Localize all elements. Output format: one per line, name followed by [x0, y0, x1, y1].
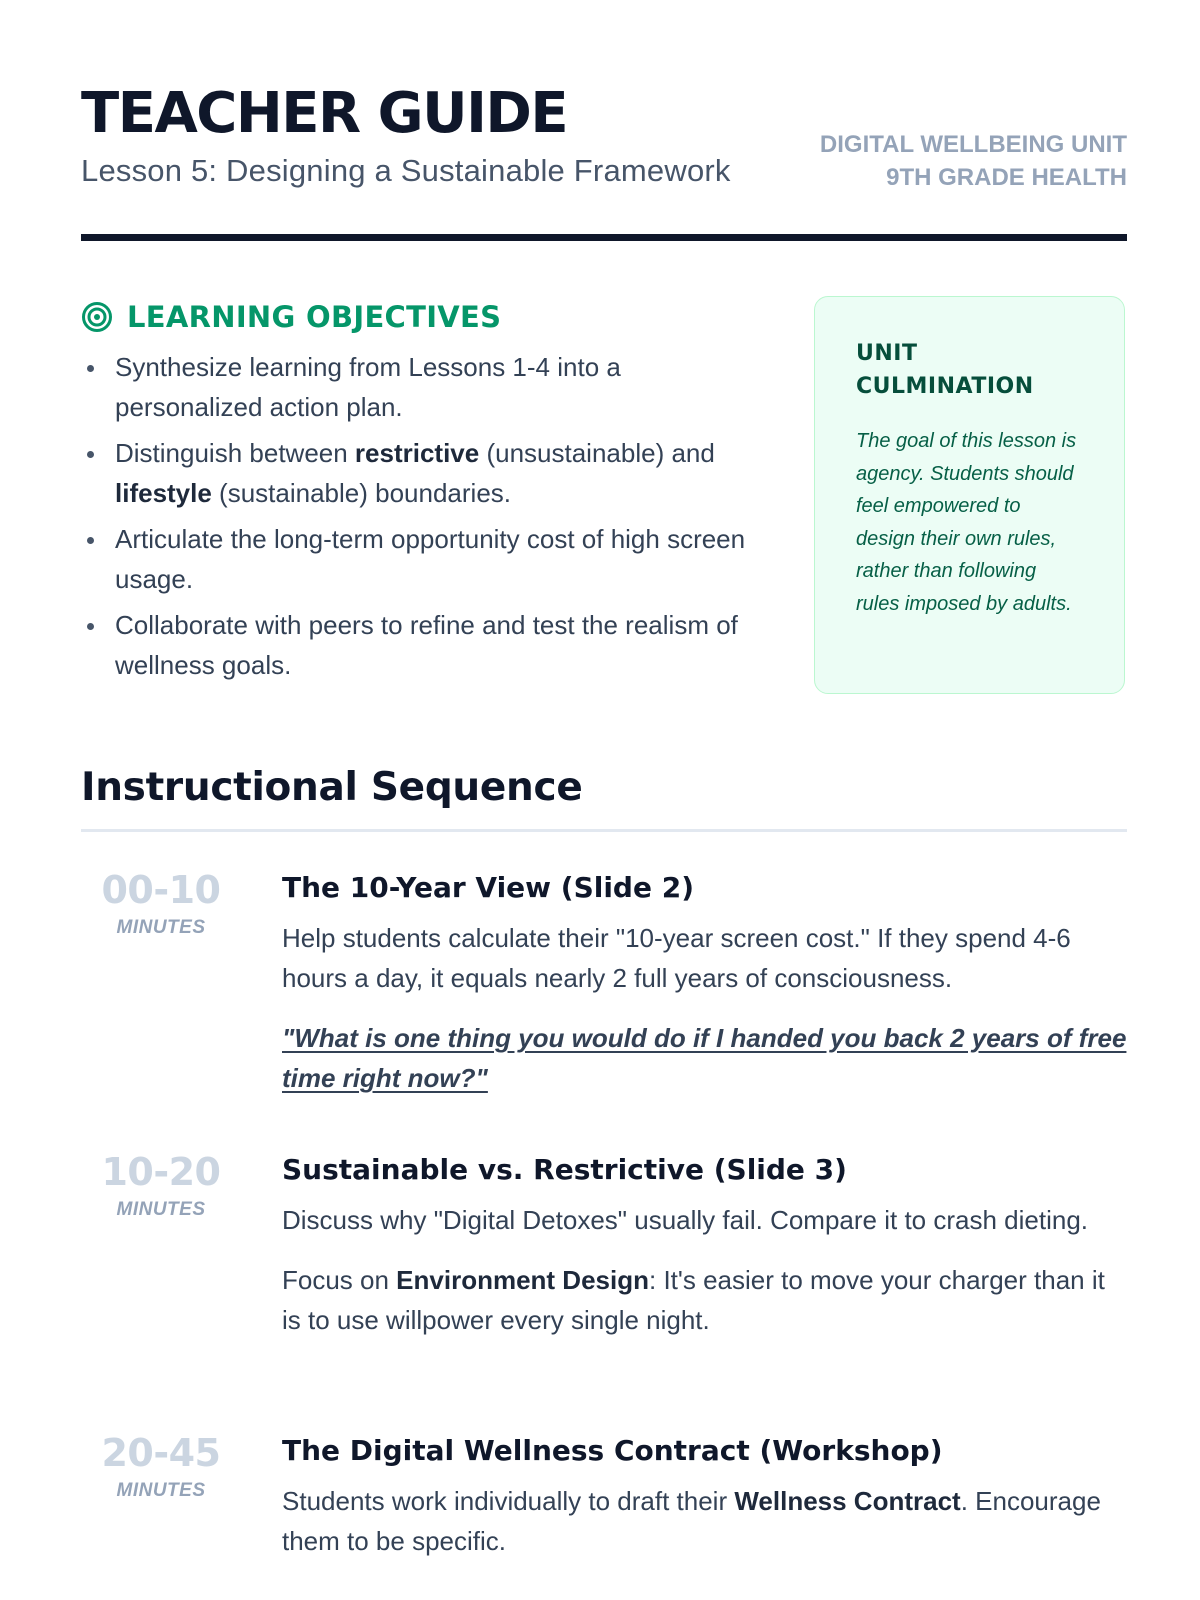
step-time	[81, 868, 241, 942]
objective-item	[81, 433, 761, 513]
learning-objectives	[81, 295, 761, 691]
callout-title-line2: CULMINATION	[856, 374, 1034, 399]
grade-level: 9TH GRADE HEALTH	[886, 164, 1127, 191]
teacher-guide-page	[81, 0, 1127, 1600]
bullet	[87, 451, 94, 458]
time-unit: MINUTES	[116, 1199, 206, 1220]
bullet	[87, 537, 94, 544]
step-title: The Digital Wellness Contract (Workshop)	[282, 1434, 943, 1467]
lesson-subtitle: Lesson 5: Designing a Sustainable Framework	[81, 153, 731, 188]
step-text: Discuss why "Digital Detoxes" usually fail. Compare it to crash dieting.	[282, 1205, 1088, 1235]
time-range: 00-10	[101, 868, 221, 912]
objective-text: Collaborate with peers to refine and test the realism of wellness goals.	[115, 610, 738, 680]
instructional-sequence-heading: Instructional Sequence	[81, 765, 583, 810]
target-icon	[81, 301, 113, 333]
step-body	[282, 868, 1127, 1098]
objective-item	[81, 519, 761, 599]
objective-item	[81, 605, 761, 685]
objective-text-mid: (unsustainable) and	[479, 438, 715, 468]
time-range: 10-20	[101, 1150, 221, 1194]
step-body	[282, 1431, 1127, 1561]
step-text-post: : It's easier to move your charger than it is to use willpower every single night.	[282, 1265, 1105, 1335]
time-unit: MINUTES	[116, 1480, 206, 1501]
time-range: 20-45	[101, 1431, 221, 1475]
unit-name: DIGITAL WELLBEING UNIT	[819, 131, 1127, 158]
unit-meta	[820, 128, 1127, 194]
objective-text: Articulate the long-term opportunity cost of high screen usage.	[115, 524, 746, 594]
objectives-list	[81, 347, 761, 685]
objective-item	[81, 347, 761, 427]
callout-title	[856, 337, 1084, 403]
objectives-heading: LEARNING OBJECTIVES	[127, 300, 502, 334]
objective-bold-restrictive: restrictive	[354, 438, 480, 468]
step-title: The 10-Year View (Slide 2)	[282, 871, 694, 904]
section-divider	[81, 829, 1127, 832]
objective-text-post: (sustainable) boundaries.	[211, 478, 512, 508]
step-text-pre: Focus on	[282, 1265, 397, 1295]
bullet	[87, 623, 94, 630]
objective-bold-lifestyle: lifestyle	[115, 478, 212, 508]
step-text: Help students calculate their "10-year screen cost." If they spend 4-6 hours a day, it equals nearly 2 full years of consciousness.	[282, 923, 1071, 993]
discussion-question: "What is one thing you would do if I handed you back 2 years of free time right now?"	[282, 1023, 1127, 1093]
wellness-contract-term: Wellness Contract	[734, 1486, 961, 1516]
environment-design-term: Environment Design	[396, 1265, 649, 1295]
step-time	[81, 1150, 241, 1224]
step-body	[282, 1150, 1127, 1340]
objective-text-pre: Distinguish between	[115, 438, 355, 468]
objective-text: Synthesize learning from Lessons 1-4 into a personalized action plan.	[115, 352, 621, 422]
step-time	[81, 1431, 241, 1505]
callout-body: The goal of this lesson is agency. Students should feel empowered to design their own rules, rather than following rules imposed by adults.	[856, 430, 1077, 615]
step-text	[282, 1260, 1127, 1340]
step-text-pre: Students work individually to draft their	[282, 1486, 735, 1516]
step-text-post: . Encourage them to be specific.	[282, 1486, 1101, 1556]
page-header	[81, 80, 1127, 240]
header-divider	[81, 234, 1127, 241]
step-text	[282, 1481, 1127, 1561]
callout-title-line1: UNIT	[856, 341, 918, 366]
objectives-header	[81, 295, 761, 339]
unit-culmination-callout	[814, 296, 1125, 694]
time-unit: MINUTES	[116, 917, 206, 938]
page-title: TEACHER GUIDE	[81, 81, 568, 146]
bullet	[87, 365, 94, 372]
step-title: Sustainable vs. Restrictive (Slide 3)	[282, 1153, 847, 1186]
